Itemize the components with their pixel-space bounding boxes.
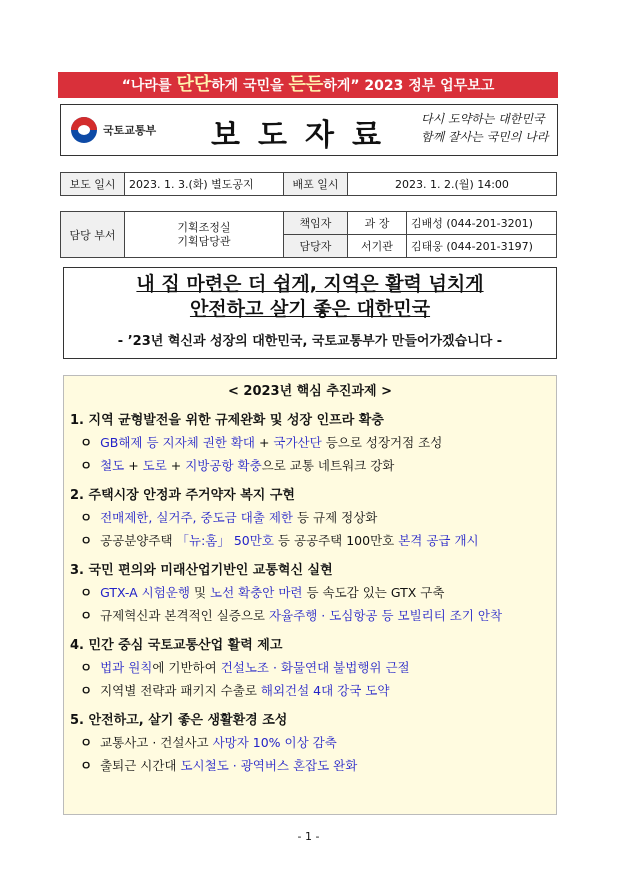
task-item — [80, 658, 556, 676]
bullet-icon: ㅇ — [80, 660, 93, 675]
slogan — [421, 110, 551, 146]
bullet-icon: ㅇ — [80, 435, 93, 450]
staff-name: 김태웅 (044-201-3197) — [407, 235, 557, 258]
slogan-line2: 함께 잘사는 국민의 나라 — [421, 130, 549, 144]
headline-box — [63, 267, 557, 359]
dept-value — [125, 212, 284, 258]
task-item-text — [100, 583, 444, 601]
dist-date-value: 2023. 1. 2.(월) 14:00 — [348, 173, 557, 196]
headline-line1: 내 집 마련은 더 쉽게, 지역은 활력 넘치게 — [136, 273, 484, 295]
report-banner — [58, 72, 558, 98]
task-item-text — [100, 531, 479, 549]
release-info-table — [60, 172, 557, 196]
dist-date-label: 배포 일시 — [284, 173, 348, 196]
highlight-text: 지방공항 확충 — [185, 458, 262, 473]
task-item — [80, 433, 556, 451]
press-release-header — [60, 104, 558, 156]
key-tasks-heading: < 2023년 핵심 추진과제 > — [228, 384, 392, 399]
highlight-text: 법과 원칙 — [100, 660, 153, 675]
bullet-icon: ㅇ — [80, 533, 93, 548]
task-item-text — [100, 433, 442, 451]
plain-text: + — [124, 458, 143, 473]
report-date-value: 2023. 1. 3.(화) 별도공지 — [125, 173, 284, 196]
task-section-title-2: 2. 주택시장 안정과 주거약자 복지 구현 — [70, 488, 295, 503]
highlight-text: 도시철도 · 광역버스 혼잡도 완화 — [180, 758, 358, 773]
banner-text-1: 단단 — [176, 74, 212, 95]
task-item-text — [100, 508, 377, 526]
bullet-icon: ㅇ — [80, 683, 93, 698]
highlight-text: 사망자 10% 이상 감축 — [212, 735, 337, 750]
ministry-logo — [71, 117, 156, 143]
staff-title: 서기관 — [348, 235, 407, 258]
plain-text: + — [166, 458, 186, 473]
bullet-icon: ㅇ — [80, 758, 93, 773]
task-item — [80, 583, 556, 601]
report-date-label: 보도 일시 — [61, 173, 125, 196]
contact-table — [60, 211, 557, 258]
bullet-icon: ㅇ — [80, 510, 93, 525]
task-item-text — [100, 658, 410, 676]
task-item-text — [100, 733, 337, 751]
responsible-name: 김배성 (044-201-3201) — [407, 212, 557, 235]
plain-text: + — [254, 435, 274, 450]
headline-subtitle: - ’23년 혁신과 성장의 대한민국, 국토교통부가 만들어가겠습니다 - — [117, 334, 503, 349]
taegeuk-logo-icon — [71, 117, 97, 143]
plain-text: 에 기반하여 — [152, 660, 221, 675]
ministry-name: 국토교통부 — [103, 124, 157, 137]
task-item — [80, 733, 556, 751]
task-section-title-4: 4. 민간 중심 국토교통산업 활력 제고 — [70, 638, 283, 653]
headline-line2: 안전하고 살기 좋은 대한민국 — [189, 298, 431, 320]
highlight-text: 노선 확충안 마련 — [210, 585, 303, 600]
highlight-text: 철도 — [100, 458, 125, 473]
plain-text: 등 속도감 있는 GTX 구축 — [302, 585, 445, 600]
bullet-icon: ㅇ — [80, 585, 93, 600]
highlight-text: GTX-A 시험운행 — [100, 585, 190, 600]
highlight-text: 본격 공급 개시 — [398, 533, 479, 548]
responsible-title: 과 장 — [348, 212, 407, 235]
highlight-text: 자율주행 · 도심항공 등 모빌리티 조기 안착 — [268, 608, 503, 623]
banner-text-4: 하게” 2023 정부 업무보고 — [323, 78, 495, 94]
task-item-text — [100, 606, 502, 624]
task-section-title-1: 1. 지역 균형발전을 위한 규제완화 및 성장 인프라 확충 — [70, 413, 384, 428]
highlight-text: 「뉴:홈」 50만호 — [176, 533, 274, 548]
task-item — [80, 606, 556, 624]
plain-text: 규제혁신과 본격적인 실증으로 — [100, 608, 269, 623]
task-item — [80, 756, 556, 774]
page-number: - 1 - — [297, 830, 320, 843]
highlight-text: GB해제 등 지자체 권한 확대 — [100, 435, 255, 450]
task-item-text — [100, 756, 357, 774]
banner-text-0: “나라를 — [121, 78, 177, 94]
dept-line2: 기획담당관 — [177, 234, 231, 248]
highlight-text: 도로 — [142, 458, 167, 473]
dept-line1: 기획조정실 — [177, 220, 231, 234]
highlight-text: 국가산단 — [273, 435, 322, 450]
task-sections — [64, 409, 556, 774]
plain-text: 지역별 전략과 패키지 수출로 — [100, 683, 261, 698]
plain-text: 등 공공주택 100만호 — [273, 533, 399, 548]
banner-text-2: 하게 국민을 — [211, 78, 289, 94]
plain-text: 등 규제 정상화 — [292, 510, 378, 525]
bullet-icon: ㅇ — [80, 735, 93, 750]
plain-text: 공공분양주택 — [100, 533, 177, 548]
banner-text-3: 든든 — [288, 74, 324, 95]
responsible-label: 책임자 — [284, 212, 348, 235]
bullet-icon: ㅇ — [80, 458, 93, 473]
key-tasks-box — [63, 375, 557, 815]
task-item — [80, 681, 556, 699]
dept-label: 담당 부서 — [61, 212, 125, 258]
plain-text: 교통사고 · 건설사고 — [100, 735, 213, 750]
highlight-text: 전매제한, 실거주, 중도금 대출 제한 — [100, 510, 293, 525]
task-item-text — [100, 681, 389, 699]
task-section-title-5: 5. 안전하고, 살기 좋은 생활환경 조성 — [70, 713, 288, 728]
plain-text: 및 — [189, 585, 210, 600]
press-release-title: 보도자료 — [211, 118, 399, 153]
task-item — [80, 508, 556, 526]
bullet-icon: ㅇ — [80, 608, 93, 623]
slogan-line1: 다시 도약하는 대한민국 — [421, 112, 545, 126]
plain-text: 출퇴근 시간대 — [100, 758, 181, 773]
task-section-title-3: 3. 국민 편의와 미래산업기반인 교통혁신 실현 — [70, 563, 333, 578]
plain-text: 으로 교통 네트워크 강화 — [261, 458, 395, 473]
task-item — [80, 531, 556, 549]
staff-label: 담당자 — [284, 235, 348, 258]
highlight-text: 해외건설 4대 강국 도약 — [260, 683, 390, 698]
highlight-text: 건설노조 · 화물연대 불법행위 근절 — [220, 660, 410, 675]
plain-text: 등으로 성장거점 조성 — [321, 435, 443, 450]
task-item — [80, 456, 556, 474]
task-item-text — [100, 456, 394, 474]
